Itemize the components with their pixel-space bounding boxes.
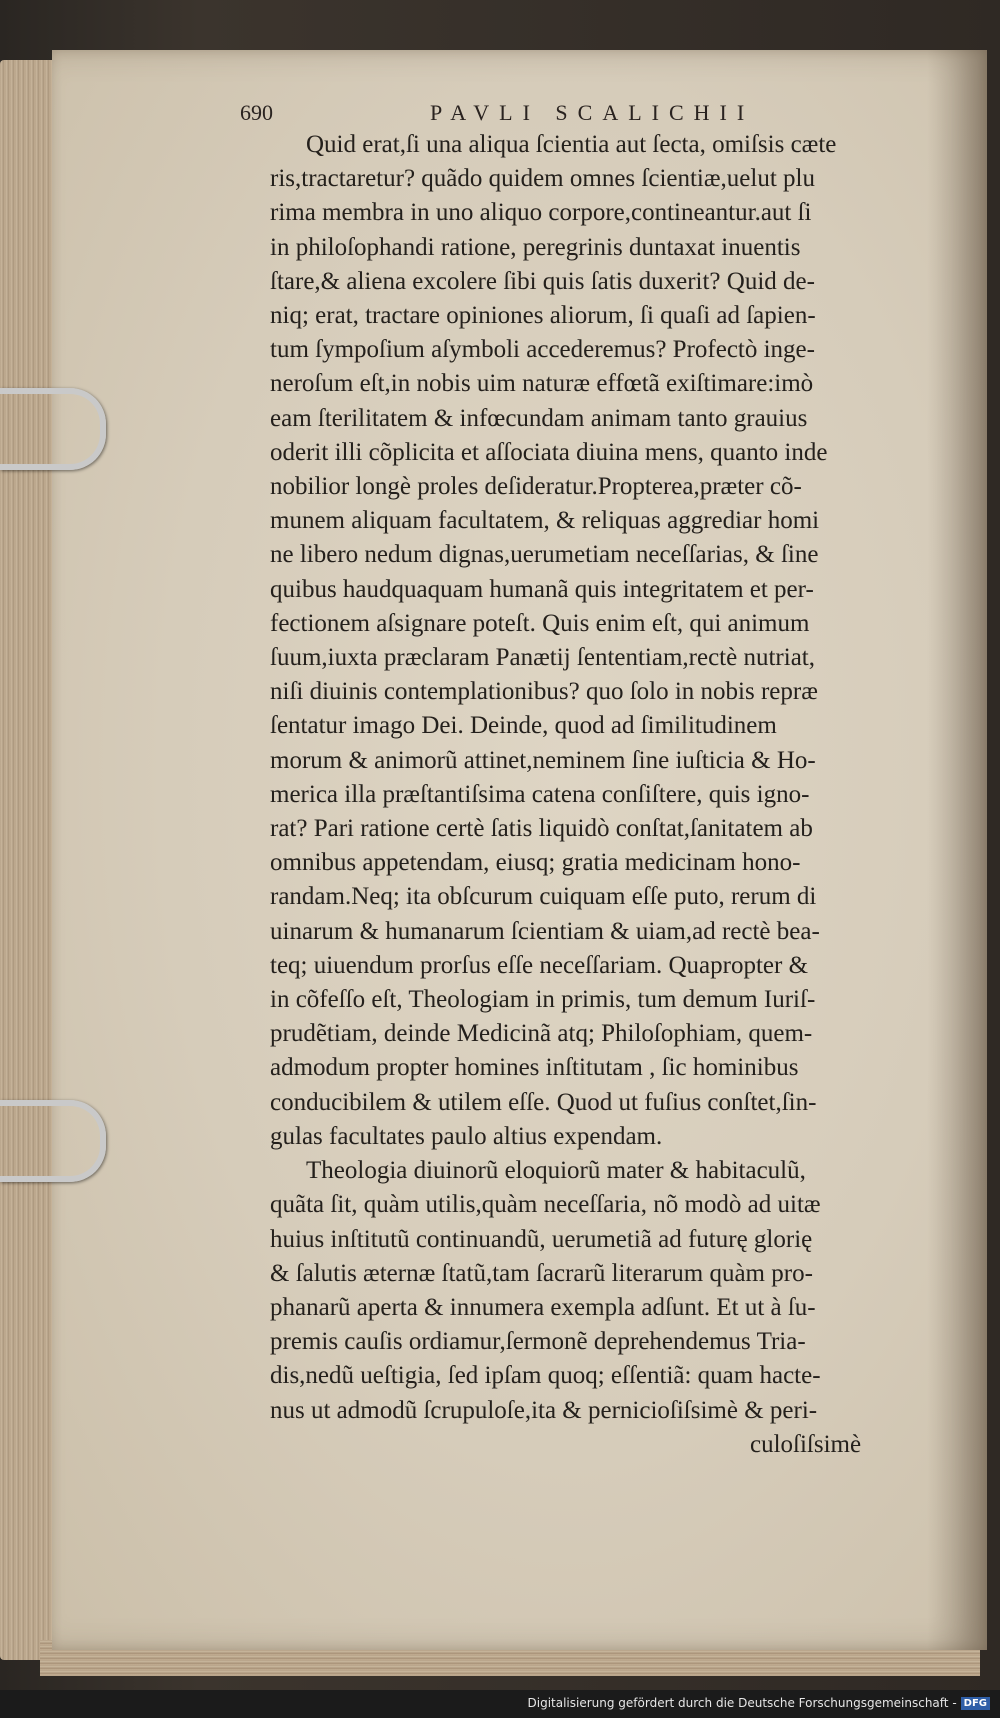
text-line: in cõfeſſo eſt, Theologiam in primis, tum demum Iuriſ- <box>270 986 816 1014</box>
text-line: phanarũ aperta & innumera exempla adſunt. Et ut à ſu- <box>270 1293 816 1321</box>
text-line: nus ut admodũ ſcrupuloſe,ita & pernicioſiſsimè & peri- <box>270 1396 818 1424</box>
text-line: neroſum eſt,in nobis uim naturæ effœtã exiſtimare:imò <box>270 370 814 398</box>
running-title: PAVLI SCALICHII <box>430 100 755 125</box>
text-line: ſentatur imago Dei. Deinde, quod ad ſimilitudinem <box>270 712 777 740</box>
text-line: ſtare,& aliena excolere ſibi quis ſatis duxerit? Quid de- <box>270 267 815 295</box>
text-line: ris,tractaretur? quãdo quidem omnes ſcientiæ,uelut plu <box>270 165 815 193</box>
text-line: premis cauſis ordiamur,ſermonẽ deprehendemus Tria- <box>270 1328 806 1356</box>
text-line: morum & animorũ attinet,neminem ſine iuſticia & Ho- <box>270 746 816 774</box>
text-line: uinarum & humanarum ſcientiam & uiam,ad rectè bea- <box>270 917 820 945</box>
text-line: teq; uiuendum prorſus eſſe neceſſariam. Quapropter & <box>270 951 809 979</box>
text-line: merica illa præſtantiſsima catena conſiſtere, quis igno- <box>270 780 810 808</box>
text-line: oderit illi cõplicita et aſſociata diuina mens, quanto inde <box>270 438 828 466</box>
text-line: omnibus appetendam, eiusq; gratia medicinam hono- <box>270 849 801 877</box>
text-line: dis,nedũ ueſtigia, ſed ipſam quoq; eſſentiã: quam hacte- <box>270 1362 821 1390</box>
text-line: nobilior longè proles deſideratur.Propterea,præter cõ- <box>270 473 802 501</box>
paper-clip-icon <box>0 388 106 470</box>
text-line: randam.Neq; ita obſcurum cuiquam eſſe puto, rerum di <box>270 883 817 911</box>
text-line: in philoſophandi ratione, peregrinis duntaxat inuentis <box>270 233 801 261</box>
body-text <box>270 128 910 1462</box>
gutter-shadow <box>927 50 987 1650</box>
text-line: Theologia diuinorũ eloquiorũ mater & habitaculũ, <box>306 1157 806 1185</box>
credit-text: Digitalisierung gefördert durch die Deutsche Forschungsgemeinschaft - <box>527 1696 957 1710</box>
dfg-logo: DFG <box>961 1697 990 1710</box>
text-line: eam ſterilitatem & infœcundam animam tanto grauius <box>270 404 808 432</box>
text-line: gulas facultates paulo altius expendam. <box>270 1122 663 1150</box>
text-line: huius inſtitutũ continuandũ, uerumetiã ad futurę glorię <box>270 1225 813 1253</box>
text-line: ne libero nedum dignas,uerumetiam neceſſarias, & ſine <box>270 541 819 569</box>
text-line: Quid erat,ſi una aliqua ſcientia aut ſecta, omiſsis cæte <box>306 131 837 158</box>
text-line: rat? Pari ratione certè ſatis liquidò conſtat,ſanitatem ab <box>270 815 813 843</box>
paper-clip-icon <box>0 1100 106 1182</box>
text-line: & ſalutis æternæ ſtatũ,tam ſacrarũ literarum quàm pro- <box>270 1259 813 1287</box>
catchword: culoſiſsimè <box>750 1430 862 1458</box>
text-line: ſuum,iuxta præclaram Panætij ſententiam,rectè nutriat, <box>270 644 815 672</box>
text-line: prudẽtiam, deinde Medicinã atq; Philoſophiam, quem- <box>270 1020 813 1048</box>
text-line: quibus haudquaquam humanã quis integritatem et per- <box>270 575 814 603</box>
text-line: quãta ſit, quàm utilis,quàm neceſſaria, nõ modò ad uitæ <box>270 1191 821 1219</box>
text-line: rima membra in uno aliquo corpore,contineantur.aut ſi <box>270 199 812 227</box>
footer-bar <box>0 1690 1000 1718</box>
page-number: 690 <box>240 100 273 125</box>
text-line: fectionem aſsignare poteſt. Quis enim eſt, qui animum <box>270 609 810 637</box>
text-line: munem aliquam facultatem, & reliquas aggrediar homi <box>270 507 820 535</box>
text-line: niq; erat, tractare opiniones aliorum, ſi quaſi ad ſapien- <box>270 302 816 330</box>
text-line: conducibilem & utilem eſſe. Quod ut fuſius conſtet,ſin- <box>270 1088 817 1116</box>
text-line: tum ſympoſium aſymboli accederemus? Profectò inge- <box>270 336 815 364</box>
text-line: admodum propter homines inſtitutam , ſic hominibus <box>270 1054 799 1082</box>
funding-credit <box>528 1696 991 1710</box>
text-line: niſi diuinis contemplationibus? quo ſolo in nobis repræ <box>270 678 818 706</box>
